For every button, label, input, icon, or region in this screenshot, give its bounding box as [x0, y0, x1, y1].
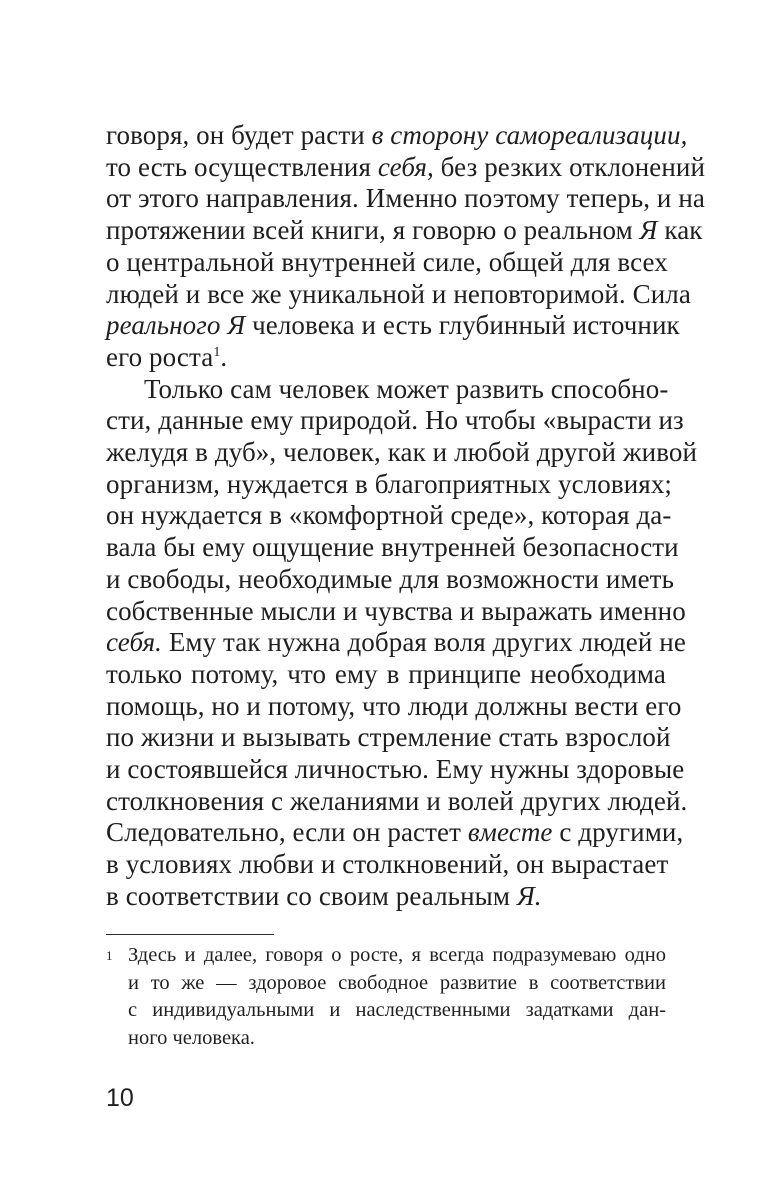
paragraph-1: [106, 120, 705, 374]
paragraph-2: [106, 373, 698, 913]
footnote: [106, 942, 666, 1052]
text-line: собственные мысли и чувства и выражать именно: [106, 595, 686, 626]
footnote-line: Здесь и далее, говоря о росте, я всегда подразумеваю одно: [128, 944, 666, 966]
text-line: только потому, что ему в принципе необходима: [106, 658, 666, 689]
footnote-line: с индивидуальными и наследственными задатками дан-: [128, 999, 666, 1021]
text-line: протяжении всей книги, я говорю о реальном Я как: [106, 215, 703, 246]
footnote-ref[interactable]: 1: [213, 344, 221, 360]
text-line: в соответствии со своим реальным Я.: [106, 880, 542, 911]
text-line: людей и все же уникальной и неповторимой. Сила: [106, 278, 691, 309]
text-line: он нуждается в «комфортной среде», которая да-: [106, 500, 672, 531]
text-line: себя. Ему так нужна добрая воля других людей не: [106, 627, 686, 658]
text-line: сти, данные ему природой. Но чтобы «вырасти из: [106, 405, 684, 436]
text-line: его роста$^1$.: [106, 341, 228, 372]
text-line: по жизни и вызывать стремление стать взрослой: [106, 722, 671, 753]
text-line: вала бы ему ощущение внутренней безопасности: [106, 532, 679, 563]
text-line: и свободы, необходимые для возможности иметь: [106, 563, 674, 594]
main-text: [106, 120, 705, 913]
text-line: реального Я человека и есть глубинный источник: [106, 310, 680, 341]
text-line: о центральной внутренней силе, общей для всех: [106, 246, 668, 277]
footnote-marker: 1: [106, 948, 113, 963]
page-number: 10: [106, 1084, 134, 1112]
text-line: столкновения с желаниями и волей других людей.: [106, 785, 688, 816]
text-line: организм, нуждается в благоприятных условиях;: [106, 468, 673, 499]
footnote-divider: [106, 934, 274, 935]
footnote-line: и то же — здоровое свободное развитие в соответствии: [128, 971, 666, 994]
text-line: Следовательно, если он растет вместе с другими,: [106, 817, 684, 848]
text-line: в условиях любви и столкновений, он вырастает: [106, 849, 669, 880]
text-line: то есть осуществления себя, без резких отклонений: [106, 151, 705, 182]
text-line: и состоявшейся личностью. Ему нужны здоровые: [106, 754, 685, 785]
footnote-line: ного человека.: [128, 1026, 255, 1049]
text-line: от этого направления. Именно поэтому теперь, и на: [106, 183, 705, 214]
text-line: Только сам человек может развить способно-: [144, 373, 669, 404]
text-line: желудя в дуб», человек, как и любой другой живой: [106, 437, 698, 468]
text-line: говоря, он будет расти в сторону самореализации,: [106, 120, 688, 150]
text-line: помощь, но и потому, что люди должны вести его: [106, 690, 682, 721]
